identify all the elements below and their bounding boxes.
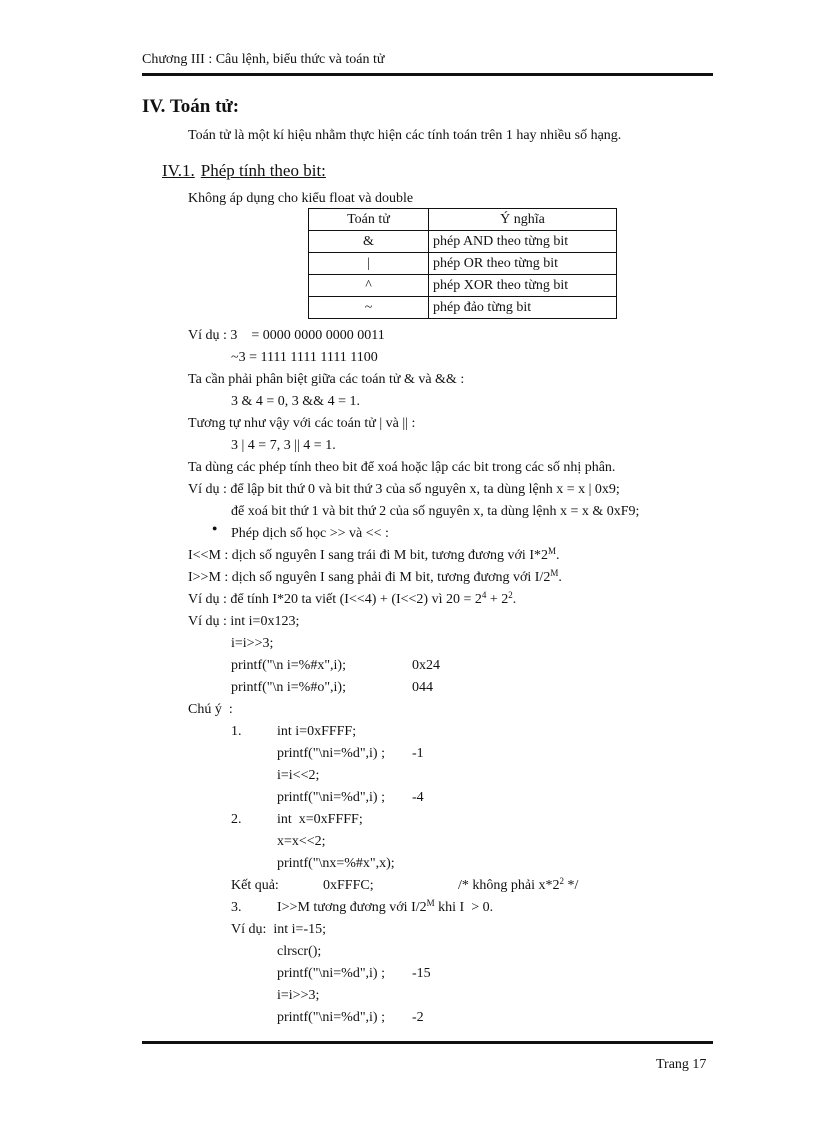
code-line: printf("\nx=%#x",x); [277, 856, 395, 871]
operator-table [308, 208, 617, 319]
vd3-mid: + 2 [486, 592, 509, 607]
code-line: x=x<<2; [277, 834, 326, 849]
result-label: Kết quả: [231, 878, 279, 893]
code-line: int i=0xFFFF; [277, 724, 357, 739]
code-output: 044 [412, 680, 433, 695]
code-line: printf("\ni=%d",i) ; [277, 790, 385, 805]
table-cell: | [309, 253, 429, 275]
bullet-dot-icon: ● [212, 523, 218, 533]
list-number: 2. [231, 812, 242, 827]
list-number: 3. [231, 900, 242, 915]
text-line: Ví dụ : 3 = 0000 0000 0000 0011 [188, 328, 385, 343]
code-line: i=i>>3; [277, 988, 320, 1003]
code-line: int x=0xFFFF; [277, 812, 363, 827]
code-line: printf("\n i=%#o",i); [231, 680, 346, 695]
section-title: IV. Toán tử: [142, 96, 240, 117]
text-line: 3 & 4 = 0, 3 && 4 = 1. [231, 394, 360, 409]
text-line [277, 900, 493, 916]
shr-end: . [558, 570, 562, 585]
footer-rule [142, 1041, 713, 1044]
text-line: Chú ý : [188, 702, 233, 717]
code-output: -2 [412, 1010, 424, 1025]
subsection-title: Phép tính theo bit: [200, 161, 326, 180]
code-line: clrscr(); [277, 944, 322, 959]
superscript: M [426, 898, 435, 908]
code-output: -15 [412, 966, 431, 981]
note-float: Không áp dụng cho kiểu float và double [188, 191, 414, 206]
result-comment [458, 878, 578, 894]
text-line: Ví dụ : để lập bit thứ 0 và bit thứ 3 của số nguyên x, ta dùng lệnh x = x | 0x9; [188, 482, 620, 497]
table-cell: phép AND theo từng bit [429, 231, 617, 253]
code-line: i=i<<2; [277, 768, 320, 783]
n3-end: khi I > 0. [434, 900, 494, 915]
text-line [188, 570, 562, 586]
table-row [309, 253, 617, 275]
text-line: Ví dụ: int i=-15; [231, 922, 327, 937]
superscript: 2 [508, 590, 513, 600]
table-header-cell: Toán tử [309, 209, 429, 231]
table-cell: ~ [309, 297, 429, 319]
code-output: -4 [412, 790, 424, 805]
table-cell: phép XOR theo từng bit [429, 275, 617, 297]
table-row [309, 275, 617, 297]
text-line: Tương tự như vậy với các toán tử | và || : [188, 416, 416, 431]
superscript: 4 [481, 590, 487, 600]
comment-text: /* không phải x*2 [458, 878, 560, 893]
table-header-row [309, 209, 617, 231]
text-line [188, 592, 516, 608]
text-line: Ví dụ : int i=0x123; [188, 614, 300, 629]
comment-end: */ [564, 878, 579, 893]
code-line: printf("\ni=%d",i) ; [277, 746, 385, 761]
text-line: để xoá bit thứ 1 và bit thứ 2 của số nguyên x, ta dùng lệnh x = x & 0xF9; [231, 504, 640, 519]
list-number: 1. [231, 724, 242, 739]
text-line [188, 548, 560, 564]
table-row [309, 231, 617, 253]
result-value: 0xFFFC; [323, 878, 374, 893]
text-line: Ta cần phải phân biệt giữa các toán tử & và && : [188, 372, 465, 387]
code-line: printf("\ni=%d",i) ; [277, 966, 385, 981]
superscript: M [547, 546, 556, 556]
superscript: 2 [559, 876, 564, 886]
section-intro: Toán tử là một kí hiệu nhằm thực hiện các tính toán trên 1 hay nhiều số hạng. [188, 128, 622, 143]
shl-end: . [556, 548, 560, 563]
table-header-cell: Ý nghĩa [429, 209, 617, 231]
subsection-number: IV.1. [162, 161, 195, 180]
chapter-header: Chương III : Câu lệnh, biểu thức và toán tử [142, 52, 385, 67]
vd3-end: . [512, 592, 517, 607]
page-number: Trang 17 [656, 1057, 707, 1072]
shl-text: I<<M : dịch số nguyên I sang trái đi M bit, tương đương với I*2 [188, 548, 548, 563]
code-output: -1 [412, 746, 424, 761]
code-output: 0x24 [412, 658, 440, 673]
n3-text: I>>M tương đương với I/2 [277, 900, 427, 915]
text-line: ~3 = 1111 1111 1111 1100 [231, 350, 378, 365]
table-cell: phép đảo từng bit [429, 297, 617, 319]
shr-text: I>>M : dịch số nguyên I sang phải đi M bit, tương đương với I/2 [188, 570, 551, 585]
table-row [309, 297, 617, 319]
text-line: 3 | 4 = 7, 3 || 4 = 1. [231, 438, 336, 453]
code-line: printf("\n i=%#x",i); [231, 658, 346, 673]
code-line: i=i>>3; [231, 636, 274, 651]
superscript: M [550, 568, 559, 578]
vd3-text: Ví dụ : để tính I*20 ta viết (I<<4) + (I<<2) vì 20 = 2 [188, 592, 482, 607]
header-rule [142, 73, 713, 76]
code-line: printf("\ni=%d",i) ; [277, 1010, 385, 1025]
table-cell: phép OR theo từng bit [429, 253, 617, 275]
subsection-heading [162, 161, 326, 181]
text-line: Phép dịch số học >> và << : [231, 526, 389, 541]
table-cell: ^ [309, 275, 429, 297]
text-line: Ta dùng các phép tính theo bit để xoá hoặc lập các bit trong các số nhị phân. [188, 460, 616, 475]
table-cell: & [309, 231, 429, 253]
